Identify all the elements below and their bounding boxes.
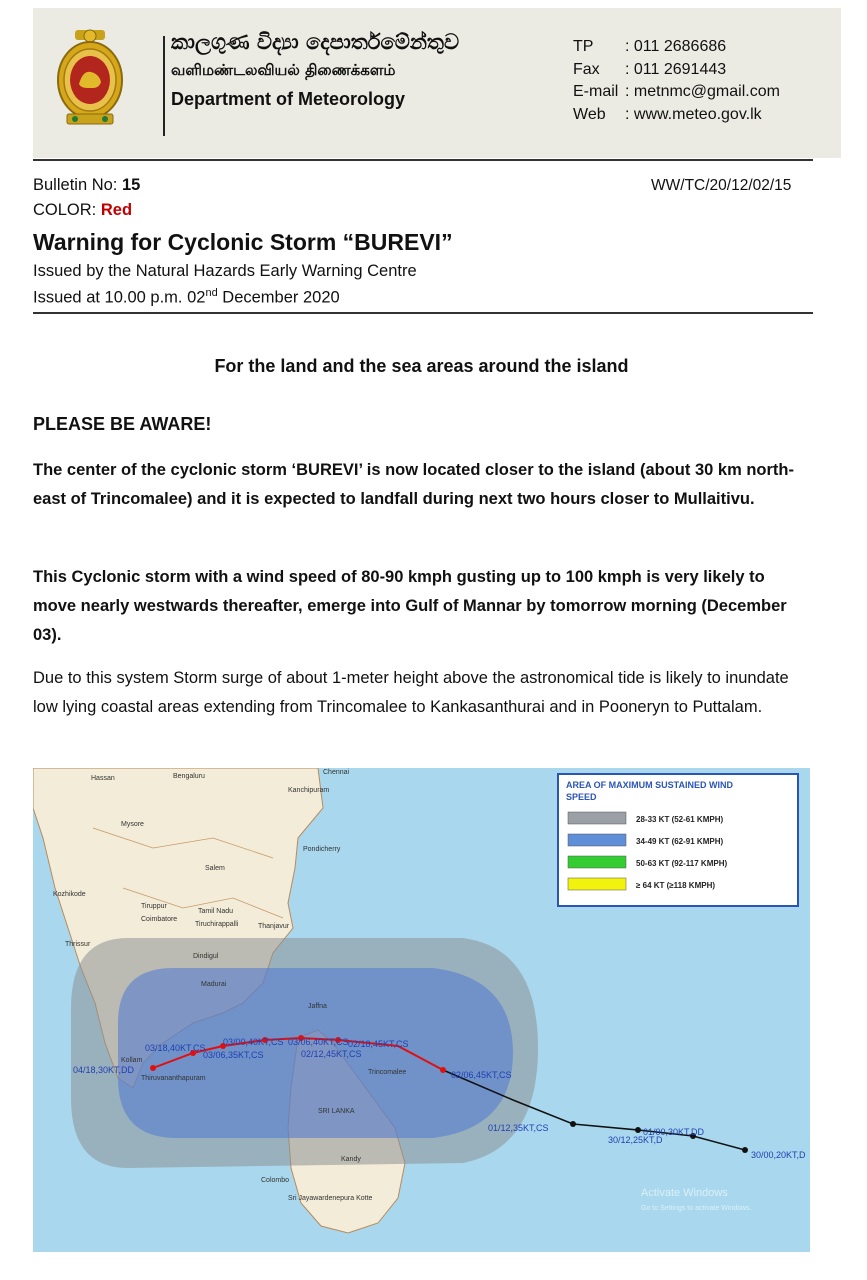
map-canvas: [33, 768, 810, 1252]
contact-label: Web: [573, 105, 606, 123]
paragraph-wind-speed: This Cyclonic storm with a wind speed of 80-90 kmph gusting up to 100 kmph is very likely to move nearly westwards thereafter, emerge into Gulf of Mannar by tomorrow morning (December 03).: [33, 568, 787, 644]
place-thrissur: Thrissur: [65, 941, 91, 948]
place-pondicherry: Pondicherry: [303, 846, 341, 853]
contact-row: [573, 59, 780, 82]
place-trincomalee: Trincomalee: [368, 1069, 407, 1076]
place-tamil-nadu: Tamil Nadu: [198, 908, 234, 915]
track-label: 03/06,40KT,CS: [288, 1037, 349, 1047]
legend-swatch-28-33kt: [568, 812, 626, 824]
issued-at-main: Issued at 10.00 p.m. 02: [33, 288, 206, 307]
place-chennai: Chennai: [323, 769, 350, 776]
contact-label: E-mail: [573, 83, 619, 100]
legend-swatch-50-63kt: [568, 856, 626, 868]
track-label: 02/18,45KT,CS: [348, 1039, 409, 1049]
contact-row: [573, 104, 780, 127]
track-label: 02/12,45KT,CS: [301, 1049, 362, 1059]
header-rule: [33, 159, 813, 161]
bulletin-number-value: 15: [121, 176, 141, 194]
legend-title: AREA OF MAXIMUM SUSTAINED WIND: [566, 780, 733, 790]
contact-row: [573, 81, 780, 104]
issued-by: Issued by the Natural Hazards Early Warning Centre: [33, 262, 417, 280]
track-label: 30/12,25KT,D: [608, 1135, 663, 1145]
paragraph-storm-surge: Due to this system Storm surge of about 1-meter height above the astronomical tide is likely to inundate low lying coastal areas extending from Trincomalee to Kankasanthurai and in Pooneryn to Puttalam.: [33, 669, 789, 716]
place-coimbatore: Coimbatore: [141, 916, 178, 923]
legend-swatch-34-49kt: [568, 834, 626, 846]
track-label: 01/12,35KT,CS: [488, 1123, 549, 1133]
meta-rule: [33, 312, 813, 314]
place-hassan: Hassan: [91, 775, 115, 782]
place-tiruppur: Tiruppur: [141, 903, 167, 910]
track-label: 03/06,35KT,CS: [203, 1050, 264, 1060]
issued-at-suffix: December 2020: [217, 288, 340, 307]
legend-item: 50-63 KT (92-117 KMPH): [636, 859, 728, 868]
organization-names: [171, 30, 459, 110]
place-tiruchirappalli: Tiruchirappalli: [195, 921, 239, 928]
contact-block: [573, 36, 780, 126]
contact-label: Fax: [573, 60, 600, 78]
bulletin-number-label: Bulletin No:: [33, 176, 118, 194]
legend-item: ≥ 64 KT (≥118 KMPH): [636, 881, 716, 890]
contact-row: [573, 36, 780, 59]
alert-heading: PLEASE BE AWARE!: [33, 414, 212, 434]
contact-value: : www.meteo.gov.lk: [625, 105, 762, 123]
legend-item: 28-33 KT (52-61 KMPH): [636, 815, 724, 824]
place-dindigul: Dindigul: [193, 953, 219, 960]
legend-swatch-64kt: [568, 878, 626, 890]
windows-watermark-sub: Go to Settings to activate Windows.: [641, 1205, 752, 1212]
bulletin-color: [33, 201, 132, 220]
wind-speed-legend: [558, 774, 798, 906]
subtitle: For the land and the sea areas around the island: [214, 356, 629, 376]
contact-value: : 011 2691443: [625, 60, 727, 78]
place-bengaluru: Bengaluru: [173, 773, 205, 780]
bulletin-title: Warning for Cyclonic Storm “BUREVI”: [33, 229, 453, 255]
place-thiruvananthapuram: Thiruvananthapuram: [141, 1075, 206, 1082]
place-kotte: Sri Jayawardenepura Kotte: [288, 1195, 373, 1202]
sri-lanka-emblem-icon: [55, 28, 125, 128]
place-mysore: Mysore: [121, 821, 144, 828]
paragraph-landfall: The center of the cyclonic storm ‘BUREVI’ is now located closer to the island (about 30 km north-east of Trincomalee) and it is expected to landfall during next two hours closer to Mullaitivu.: [33, 461, 794, 508]
place-jaffna: Jaffna: [308, 1003, 327, 1010]
issued-at: [33, 287, 340, 308]
place-kanchipuram: Kanchipuram: [288, 787, 330, 794]
place-sri-lanka: SRI LANKA: [318, 1108, 355, 1115]
place-salem: Salem: [205, 865, 225, 872]
org-name-sinhala: කාලගුණ විද්‍යා දෙපාර්තමේන්තුව: [171, 30, 460, 54]
bulletin-reference: WW/TC/20/12/02/15: [651, 177, 792, 194]
bulletin-color-label: COLOR:: [33, 201, 97, 219]
place-kollam: Kollam: [121, 1057, 143, 1064]
bulletin-number: [33, 176, 140, 195]
track-label: 01/00,30KT,DD: [643, 1127, 705, 1137]
track-label: 30/00,20KT,D: [751, 1150, 806, 1160]
track-label: 03/00,40KT,CS: [223, 1037, 284, 1047]
contact-value: : 011 2686686: [625, 38, 727, 55]
org-name-english: Department of Meteorology: [171, 89, 406, 109]
org-name-tamil: வளிமண்டலவியல் திணைக்களம்: [171, 61, 396, 79]
contact-label: TP: [573, 38, 594, 55]
letterhead: [33, 8, 841, 158]
legend-item: 34-49 KT (62-91 KMPH): [636, 837, 724, 846]
place-madurai: Madurai: [201, 981, 227, 988]
bulletin-color-value: Red: [100, 201, 133, 219]
issued-at-sup: nd: [205, 287, 218, 299]
track-label: 04/18,30KT,DD: [73, 1065, 135, 1075]
place-kandy: Kandy: [341, 1156, 361, 1163]
contact-value: : metnmc@gmail.com: [625, 83, 780, 100]
place-kozhikode: Kozhikode: [53, 891, 86, 898]
place-thanjavur: Thanjavur: [258, 923, 290, 930]
track-label: 02/06,45KT,CS: [451, 1070, 512, 1080]
header-divider: [163, 36, 165, 136]
cyclone-track-map: [33, 768, 810, 1252]
track-label: 03/18,40KT,CS: [145, 1043, 206, 1053]
legend-title-cont: SPEED: [566, 792, 597, 802]
place-colombo: Colombo: [261, 1177, 290, 1184]
windows-watermark: Activate Windows: [641, 1187, 728, 1199]
